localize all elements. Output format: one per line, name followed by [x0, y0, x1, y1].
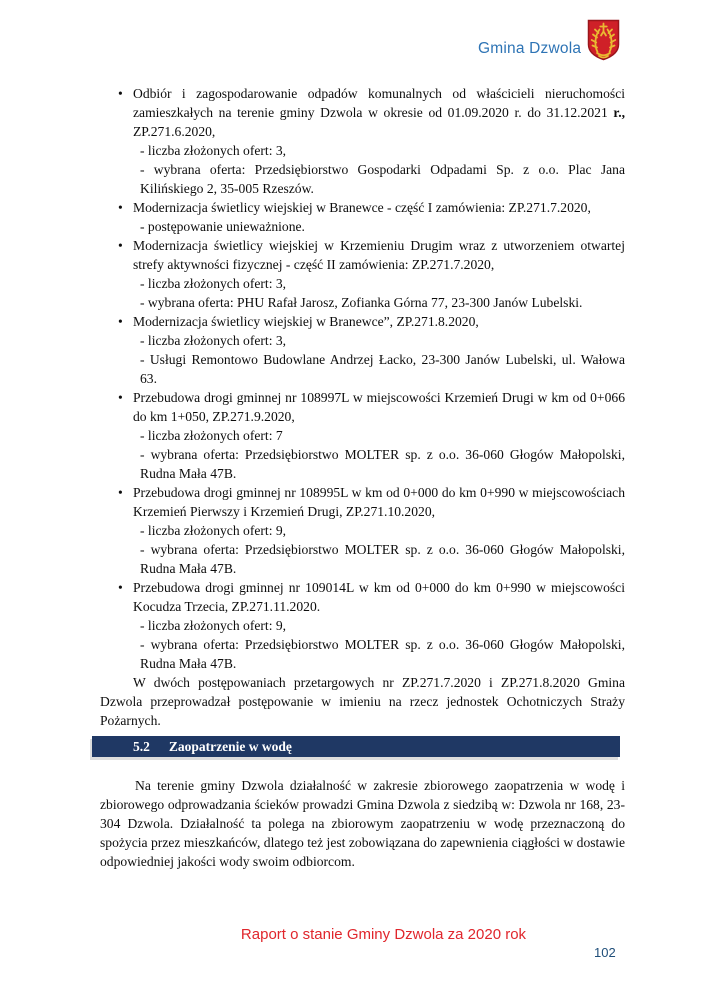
tender-item [133, 578, 625, 673]
tender-detail-line: - liczba złożonych ofert: 7 [140, 428, 283, 443]
tender-detail-line: - wybrana oferta: PHU Rafał Jarosz, Zofianka Górna 77, 23-300 Janów Lubelski. [140, 295, 583, 310]
tender-main-text: • Modernizacja świetlicy wiejskiej w Branewce - część I zamówienia: ZP.271.7.2020, [133, 200, 591, 215]
tender-main-text: • Modernizacja świetlicy wiejskiej w Krzemieniu Drugim wraz z utworzeniem otwartej strefy aktywności fizycznej - część II zamówienia: ZP.271.7.2020, [133, 238, 625, 272]
tender-item [133, 312, 625, 388]
tender-main-text: • Odbiór i zagospodarowanie odpadów komunalnych od właścicieli nieruchomości zamieszkałych na terenie gminy Dzwola w okresie od 01.09.2020 r. do 31.12.2021 r., ZP.271.6.2020, [133, 86, 625, 139]
water-supply-paragraph: Na terenie gminy Dzwola działalność w zakresie zbiorowego zaopatrzenia w wodę i zbiorowego odprowadzania ścieków prowadzi Gmina Dzwola z siedzibą w: Dzwola nr 168, 23-304 Dzwola. Działalność ta polega na zbiorowym zaopatrzeniu w wodę przeznaczoną do spożycia przez mieszkańców, dlatego też jest zobowiązana do zapewnienia ciągłości w dostawie odpowiedniej jakości wody swoim odbiorcom. [100, 778, 625, 869]
tender-detail-line: - wybrana oferta: Przedsiębiorstwo MOLTER sp. z o.o. 36-060 Głogów Małopolski, Rudna Mała 47B. [140, 637, 625, 671]
gmina-dzwola-coat-of-arms-icon [587, 19, 620, 61]
tender-detail-line: - liczba złożonych ofert: 3, [140, 333, 287, 348]
page-body [100, 84, 625, 871]
closing-paragraph: W dwóch postępowaniach przetargowych nr ZP.271.7.2020 i ZP.271.8.2020 Gmina Dzwola przeprowadzał postępowanie w imieniu na rzecz jednostek Ochotniczych Straży Pożarnych. [100, 675, 625, 728]
tender-item [133, 236, 625, 312]
tender-main-text: • Przebudowa drogi gminnej nr 108995L w km od 0+000 do km 0+990 w miejscowościach Krzemień Pierwszy i Krzemień Drugi, ZP.271.10.2020, [133, 485, 625, 519]
tender-detail-line: - Usługi Remontowo Budowlane Andrzej Łacko, 23-300 Janów Lubelski, ul. Wałowa 63. [140, 352, 625, 386]
tender-detail-line: - liczba złożonych ofert: 9, [140, 523, 287, 538]
tender-detail-line: - liczba złożonych ofert: 3, [140, 276, 287, 291]
footer-title: Raport o stanie Gminy Dzwola za 2020 rok [240, 926, 527, 943]
tender-main-text: • Przebudowa drogi gminnej nr 109014L w km od 0+000 do km 0+990 w miejscowości Kocudza Trzecia, ZP.271.11.2020. [133, 580, 625, 614]
tender-detail-line: - wybrana oferta: Przedsiębiorstwo MOLTER sp. z o.o. 36-060 Głogów Małopolski, Rudna Mała 47B. [140, 447, 625, 481]
tender-detail-line: - wybrana oferta: Przedsiębiorstwo MOLTER sp. z o.o. 36-060 Głogów Małopolski, Rudna Mała 47B. [140, 542, 625, 576]
section-number: 5.2 [133, 739, 150, 754]
tender-detail-line: - liczba złożonych ofert: 9, [140, 618, 287, 633]
tender-detail-line: - wybrana oferta: Przedsiębiorstwo Gospodarki Odpadami Sp. z o.o. Plac Jana Kilińskiego 2, 35-005 Rzeszów. [140, 162, 625, 196]
tender-main-text: • Przebudowa drogi gminnej nr 108997L w miejscowości Krzemień Drugi w km od 0+066 do km 1+050, ZP.271.9.2020, [133, 390, 625, 424]
tender-detail-line: - postępowanie unieważnione. [140, 219, 305, 234]
section-title: Zaopatrzenie w wodę [168, 739, 292, 754]
tender-detail-line: - liczba złożonych ofert: 3, [140, 143, 287, 158]
tender-item [133, 483, 625, 578]
tender-item [133, 198, 625, 236]
header-title: Gmina Dzwola [478, 40, 582, 57]
tender-item [133, 84, 625, 198]
section-heading [92, 736, 620, 757]
page-number: 102 [594, 945, 616, 960]
tender-list [100, 84, 625, 673]
tender-item [133, 388, 625, 483]
tender-main-text: • Modernizacja świetlicy wiejskiej w Branewce”, ZP.271.8.2020, [133, 314, 479, 329]
